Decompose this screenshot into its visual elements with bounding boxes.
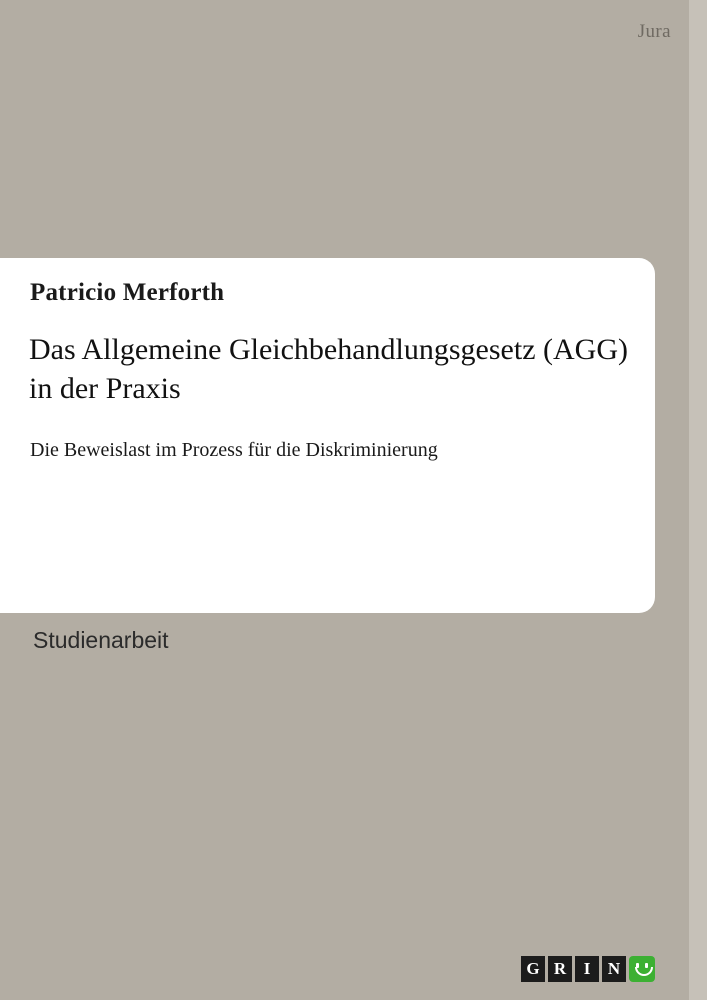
smiley-icon bbox=[629, 956, 655, 982]
author-name: Patricio Merforth bbox=[30, 279, 225, 306]
logo-letter-i: I bbox=[575, 956, 599, 982]
logo-letter-r: R bbox=[548, 956, 572, 982]
grin-logo bbox=[521, 956, 655, 982]
document-type-label: Studienarbeit bbox=[33, 627, 169, 653]
right-edge-strip bbox=[689, 0, 707, 1000]
smiley-mouth bbox=[635, 967, 653, 976]
category-label: Jura bbox=[637, 21, 671, 42]
page-title: Das Allgemeine Gleichbehandlungsgesetz (AGG) in der Praxis bbox=[29, 333, 628, 405]
logo-letter-g: G bbox=[521, 956, 545, 982]
logo-letter-n: N bbox=[602, 956, 626, 982]
subtitle: Die Beweislast im Prozess für die Diskriminierung bbox=[30, 439, 438, 461]
title-card bbox=[0, 258, 655, 613]
